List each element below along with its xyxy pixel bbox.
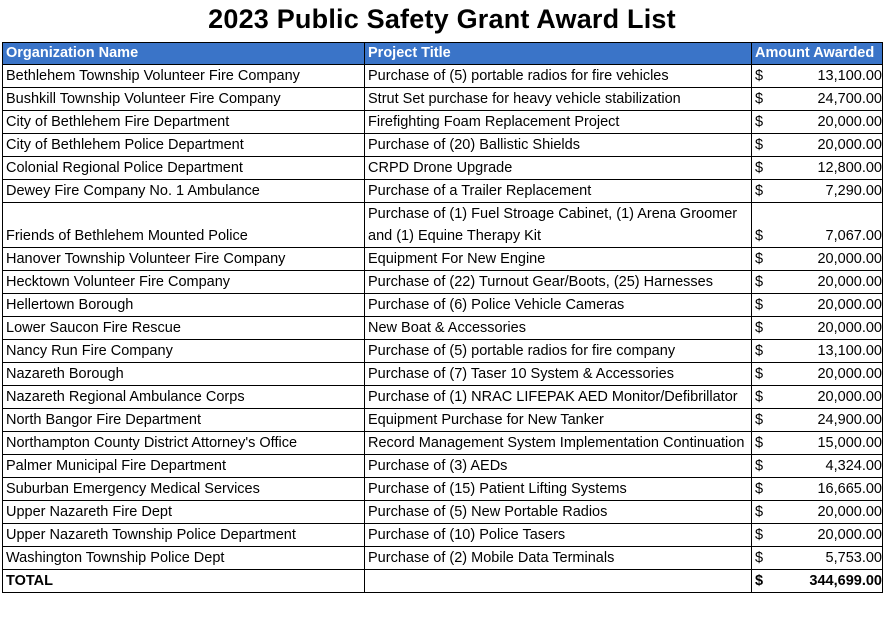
- total-amount[interactable]: [752, 570, 883, 593]
- project-cell[interactable]: Purchase of (20) Ballistic Shields: [365, 134, 752, 157]
- amount-value: 20,000.00: [817, 274, 882, 290]
- table-row: [3, 317, 883, 340]
- currency-symbol: $: [755, 343, 764, 359]
- table-row: [3, 65, 883, 88]
- amount-cell[interactable]: [752, 271, 883, 294]
- amount-cell[interactable]: [752, 340, 883, 363]
- project-cell[interactable]: Purchase of (5) portable radios for fire company: [365, 340, 752, 363]
- amount-value: 20,000.00: [817, 504, 882, 520]
- currency-symbol: $: [755, 183, 764, 199]
- currency-symbol: $: [755, 251, 764, 267]
- amount-cell[interactable]: [752, 248, 883, 271]
- table-row: [3, 88, 883, 111]
- project-cell[interactable]: Firefighting Foam Replacement Project: [365, 111, 752, 134]
- amount-cell[interactable]: [752, 478, 883, 501]
- amount-cell[interactable]: [752, 88, 883, 111]
- currency-symbol: $: [755, 366, 764, 382]
- table-row: [3, 134, 883, 157]
- amount-value: 7,067.00: [825, 228, 882, 244]
- project-cell[interactable]: Purchase of (22) Turnout Gear/Boots, (25) Harnesses: [365, 271, 752, 294]
- table-row: [3, 363, 883, 386]
- org-cell[interactable]: Washington Township Police Dept: [3, 547, 365, 570]
- project-cell[interactable]: Purchase of (2) Mobile Data Terminals: [365, 547, 752, 570]
- amount-cell[interactable]: [752, 180, 883, 203]
- table-row: [3, 386, 883, 409]
- currency-symbol: $: [755, 320, 764, 336]
- amount-value: 13,100.00: [817, 343, 882, 359]
- header-amount[interactable]: Amount Awarded: [752, 43, 883, 65]
- table-row: [3, 111, 883, 134]
- project-cell[interactable]: Purchase of (5) portable radios for fire vehicles: [365, 65, 752, 88]
- table-row: [3, 157, 883, 180]
- amount-value: 24,700.00: [817, 91, 882, 107]
- amount-value: 20,000.00: [817, 137, 882, 153]
- project-cell[interactable]: Equipment For New Engine: [365, 248, 752, 271]
- amount-cell[interactable]: [752, 501, 883, 524]
- currency-symbol: $: [755, 412, 764, 428]
- table-row: [3, 180, 883, 203]
- amount-cell[interactable]: [752, 134, 883, 157]
- table-row: [3, 501, 883, 524]
- currency-symbol: $: [755, 297, 764, 313]
- amount-value: 13,100.00: [817, 68, 882, 84]
- org-cell[interactable]: Bethlehem Township Volunteer Fire Company: [3, 65, 365, 88]
- amount-value: 20,000.00: [817, 297, 882, 313]
- org-cell[interactable]: Hecktown Volunteer Fire Company: [3, 271, 365, 294]
- amount-cell[interactable]: [752, 317, 883, 340]
- currency-symbol: $: [755, 435, 764, 451]
- table-row: [3, 455, 883, 478]
- amount-value: 12,800.00: [817, 160, 882, 176]
- org-cell[interactable]: Bushkill Township Volunteer Fire Company: [3, 88, 365, 111]
- amount-value: 20,000.00: [817, 389, 882, 405]
- amount-value: 344,699.00: [809, 573, 882, 589]
- org-cell[interactable]: North Bangor Fire Department: [3, 409, 365, 432]
- currency-symbol: $: [755, 573, 764, 589]
- amount-value: 4,324.00: [825, 458, 882, 474]
- project-cell[interactable]: Purchase of a Trailer Replacement: [365, 180, 752, 203]
- amount-cell[interactable]: [752, 524, 883, 547]
- table-row: [3, 340, 883, 363]
- project-cell[interactable]: CRPD Drone Upgrade: [365, 157, 752, 180]
- table-row: [3, 271, 883, 294]
- amount-cell[interactable]: [752, 157, 883, 180]
- table-row: [3, 524, 883, 547]
- project-cell[interactable]: Record Management System Implementation Continuation: [365, 432, 752, 455]
- project-cell[interactable]: Purchase of (6) Police Vehicle Cameras: [365, 294, 752, 317]
- header-org[interactable]: Organization Name: [3, 43, 365, 65]
- amount-cell[interactable]: [752, 65, 883, 88]
- org-cell[interactable]: Dewey Fire Company No. 1 Ambulance: [3, 180, 365, 203]
- table-row: [3, 203, 883, 248]
- currency-symbol: $: [755, 114, 764, 130]
- currency-symbol: $: [755, 504, 764, 520]
- org-cell[interactable]: Northampton County District Attorney's Office: [3, 432, 365, 455]
- amount-value: 16,665.00: [817, 481, 882, 497]
- currency-symbol: $: [755, 274, 764, 290]
- project-cell[interactable]: Purchase of (15) Patient Lifting Systems: [365, 478, 752, 501]
- amount-cell[interactable]: [752, 203, 883, 248]
- currency-symbol: $: [755, 91, 764, 107]
- amount-cell[interactable]: [752, 363, 883, 386]
- org-cell[interactable]: Hellertown Borough: [3, 294, 365, 317]
- header-row: [3, 43, 883, 65]
- project-cell[interactable]: Purchase of (1) Fuel Stroage Cabinet, (1) Arena Groomer and (1) Equine Therapy Kit: [365, 203, 752, 248]
- org-cell[interactable]: Upper Nazareth Township Police Department: [3, 524, 365, 547]
- amount-value: 20,000.00: [817, 527, 882, 543]
- amount-cell[interactable]: [752, 409, 883, 432]
- org-cell[interactable]: Hanover Township Volunteer Fire Company: [3, 248, 365, 271]
- amount-cell[interactable]: [752, 111, 883, 134]
- org-cell[interactable]: City of Bethlehem Fire Department: [3, 111, 365, 134]
- currency-symbol: $: [755, 228, 764, 244]
- org-cell[interactable]: Friends of Bethlehem Mounted Police: [3, 203, 365, 248]
- org-cell[interactable]: Upper Nazareth Fire Dept: [3, 501, 365, 524]
- amount-value: 20,000.00: [817, 320, 882, 336]
- total-project-empty[interactable]: [365, 570, 752, 593]
- project-cell[interactable]: Purchase of (1) NRAC LIFEPAK AED Monitor/Defibrillator: [365, 386, 752, 409]
- amount-cell[interactable]: [752, 455, 883, 478]
- org-cell[interactable]: Lower Saucon Fire Rescue: [3, 317, 365, 340]
- amount-cell[interactable]: [752, 294, 883, 317]
- amount-value: 20,000.00: [817, 114, 882, 130]
- table-row: [3, 248, 883, 271]
- table-row: [3, 478, 883, 501]
- org-cell[interactable]: Colonial Regional Police Department: [3, 157, 365, 180]
- currency-symbol: $: [755, 550, 764, 566]
- currency-symbol: $: [755, 481, 764, 497]
- amount-value: 5,753.00: [825, 550, 882, 566]
- amount-value: 20,000.00: [817, 366, 882, 382]
- project-cell[interactable]: Purchase of (7) Taser 10 System & Accessories: [365, 363, 752, 386]
- project-cell[interactable]: Strut Set purchase for heavy vehicle stabilization: [365, 88, 752, 111]
- table-row: [3, 409, 883, 432]
- org-cell[interactable]: Nazareth Regional Ambulance Corps: [3, 386, 365, 409]
- amount-value: 7,290.00: [825, 183, 882, 199]
- project-cell[interactable]: Equipment Purchase for New Tanker: [365, 409, 752, 432]
- grant-table: [2, 42, 883, 593]
- currency-symbol: $: [755, 68, 764, 84]
- project-cell[interactable]: Purchase of (5) New Portable Radios: [365, 501, 752, 524]
- currency-symbol: $: [755, 160, 764, 176]
- org-cell[interactable]: Nancy Run Fire Company: [3, 340, 365, 363]
- table-row: [3, 547, 883, 570]
- amount-cell[interactable]: [752, 386, 883, 409]
- project-cell[interactable]: Purchase of (3) AEDs: [365, 455, 752, 478]
- amount-value: 20,000.00: [817, 251, 882, 267]
- org-cell[interactable]: City of Bethlehem Police Department: [3, 134, 365, 157]
- project-cell[interactable]: New Boat & Accessories: [365, 317, 752, 340]
- table-row: [3, 294, 883, 317]
- amount-value: 15,000.00: [817, 435, 882, 451]
- org-cell[interactable]: Nazareth Borough: [3, 363, 365, 386]
- total-row: [3, 570, 883, 593]
- total-label[interactable]: TOTAL: [3, 570, 365, 593]
- header-project[interactable]: Project Title: [365, 43, 752, 65]
- amount-cell[interactable]: [752, 547, 883, 570]
- table-row: [3, 432, 883, 455]
- amount-cell[interactable]: [752, 432, 883, 455]
- currency-symbol: $: [755, 527, 764, 543]
- page-title: 2023 Public Safety Grant Award List: [208, 4, 676, 34]
- currency-symbol: $: [755, 389, 764, 405]
- org-cell[interactable]: Palmer Municipal Fire Department: [3, 455, 365, 478]
- currency-symbol: $: [755, 458, 764, 474]
- amount-value: 24,900.00: [817, 412, 882, 428]
- currency-symbol: $: [755, 137, 764, 153]
- org-cell[interactable]: Suburban Emergency Medical Services: [3, 478, 365, 501]
- project-cell[interactable]: Purchase of (10) Police Tasers: [365, 524, 752, 547]
